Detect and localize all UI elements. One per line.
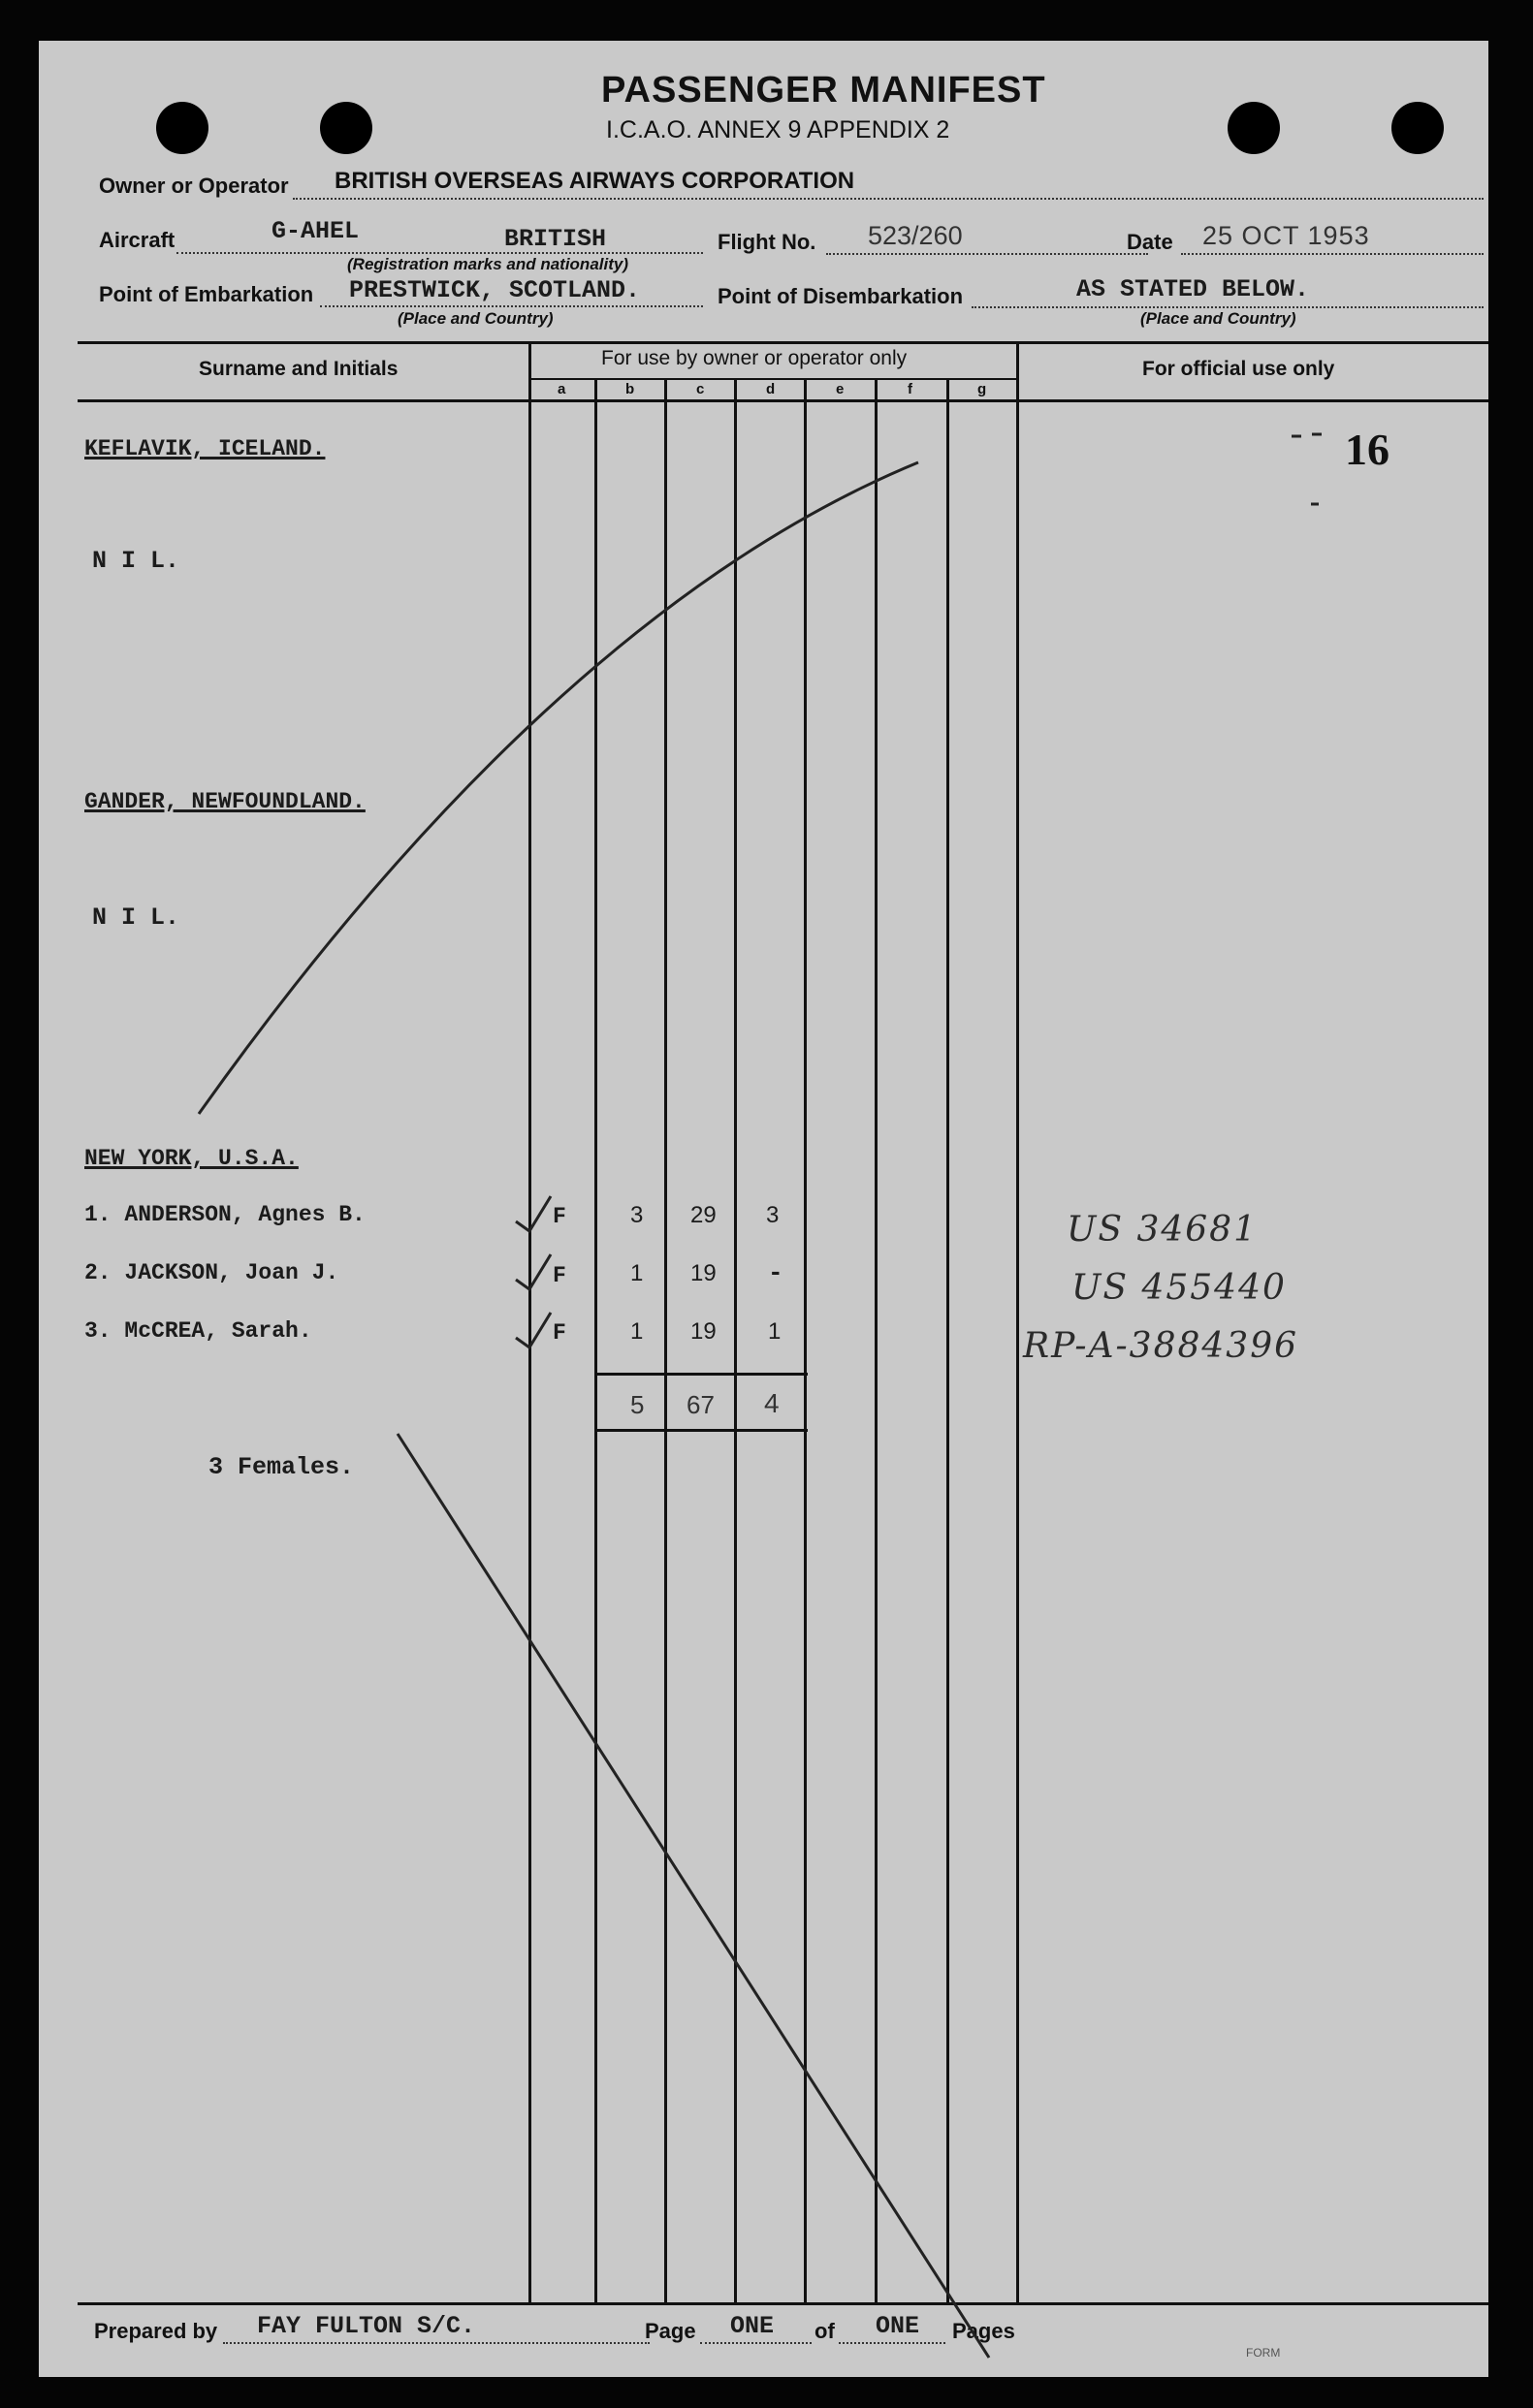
stamp-dashes	[1292, 434, 1322, 504]
total-col-c: 67	[687, 1390, 715, 1419]
cancel-stroke-upper	[199, 462, 918, 1114]
check-mark-1	[516, 1196, 551, 1231]
passenger-2-official: US 455440	[1071, 1268, 1287, 1308]
date-label: Date	[1127, 230, 1173, 254]
page-value: ONE	[730, 2312, 775, 2340]
aircraft-note: (Registration marks and nationality)	[347, 255, 628, 273]
page-label: Page	[645, 2319, 696, 2343]
col-letter-c: c	[696, 381, 705, 397]
passenger-line-1: 1. ANDERSON, Agnes B.	[84, 1202, 366, 1227]
flight-value: 523/260	[868, 221, 963, 250]
pencil-strokes	[39, 41, 1488, 2377]
col-letter-e: e	[836, 381, 845, 397]
passenger-3-col-c: 19	[690, 1318, 717, 1345]
passenger-line-3: 3. McCREA, Sarah.	[84, 1318, 312, 1344]
prepared-value: FAY FULTON S/C.	[257, 2312, 476, 2340]
owner-value: BRITISH OVERSEAS AIRWAYS CORPORATION	[335, 168, 855, 194]
col-letter-a: a	[558, 381, 566, 397]
of-label: of	[814, 2319, 835, 2343]
passenger-3-official: RP-A-3884396	[1023, 1326, 1299, 1366]
col-letter-d: d	[766, 381, 776, 397]
passenger-line-2: 2. JACKSON, Joan J.	[84, 1260, 339, 1285]
owner-label: Owner or Operator	[99, 174, 289, 198]
manifest-page	[39, 41, 1488, 2377]
stamp-number: 16	[1345, 425, 1389, 474]
col-letter-b: b	[625, 381, 635, 397]
passenger-1-col-d: 3	[766, 1202, 780, 1228]
flight-label: Flight No.	[718, 230, 816, 254]
total-col-d: 4	[764, 1388, 780, 1418]
passenger-3-col-a: F	[553, 1320, 566, 1346]
passenger-1-col-a: F	[553, 1204, 566, 1229]
col-letter-g: g	[977, 381, 987, 397]
passenger-1-official: US 34681	[1067, 1210, 1258, 1250]
aircraft-nationality: BRITISH	[504, 225, 607, 253]
passenger-3-col-b: 1	[630, 1318, 644, 1345]
section-heading-new-york: NEW YORK, U.S.A.	[84, 1146, 299, 1171]
surname-header: Surname and Initials	[199, 358, 399, 380]
passenger-2-col-c: 19	[690, 1260, 717, 1286]
col-letter-f: f	[908, 381, 912, 397]
passenger-1-col-c: 29	[690, 1202, 717, 1228]
embarkation-value: PRESTWICK, SCOTLAND.	[349, 276, 641, 304]
section-content-keflavik: N I L.	[92, 547, 180, 575]
owner-use-header: For use by owner or operator only	[601, 347, 908, 369]
check-mark-2	[516, 1254, 551, 1289]
section-heading-keflavik: KEFLAVIK, ICELAND.	[84, 436, 326, 461]
passenger-3-col-d: 1	[768, 1318, 782, 1345]
form-code: FORM	[1246, 2346, 1281, 2360]
embarkation-label: Point of Embarkation	[99, 282, 314, 306]
aircraft-label: Aircraft	[99, 228, 176, 252]
check-mark-3	[516, 1313, 551, 1347]
prepared-label: Prepared by	[94, 2319, 218, 2343]
total-col-b: 5	[630, 1390, 645, 1419]
manifest-subtitle: I.C.A.O. ANNEX 9 APPENDIX 2	[606, 116, 950, 143]
disembarkation-value: AS STATED BELOW.	[1076, 275, 1310, 303]
section-heading-gander: GANDER, NEWFOUNDLAND.	[84, 789, 366, 814]
of-value: ONE	[876, 2312, 920, 2340]
passenger-2-col-d: -	[768, 1258, 783, 1287]
disembarkation-label: Point of Disembarkation	[718, 284, 964, 308]
section-content-gander: N I L.	[92, 903, 180, 932]
passenger-2-col-a: F	[553, 1263, 566, 1288]
summary-females: 3 Females.	[208, 1453, 355, 1481]
embarkation-note: (Place and Country)	[398, 309, 554, 328]
pages-label: Pages	[952, 2319, 1015, 2343]
disembarkation-note: (Place and Country)	[1140, 309, 1296, 328]
official-use-header: For official use only	[1142, 358, 1335, 380]
cancel-stroke-lower	[398, 1434, 989, 2358]
passenger-2-col-b: 1	[630, 1260, 644, 1286]
date-value: 25 OCT 1953	[1202, 221, 1370, 250]
manifest-title: PASSENGER MANIFEST	[601, 70, 1046, 111]
aircraft-reg: G-AHEL	[271, 217, 360, 245]
passenger-1-col-b: 3	[630, 1202, 644, 1228]
